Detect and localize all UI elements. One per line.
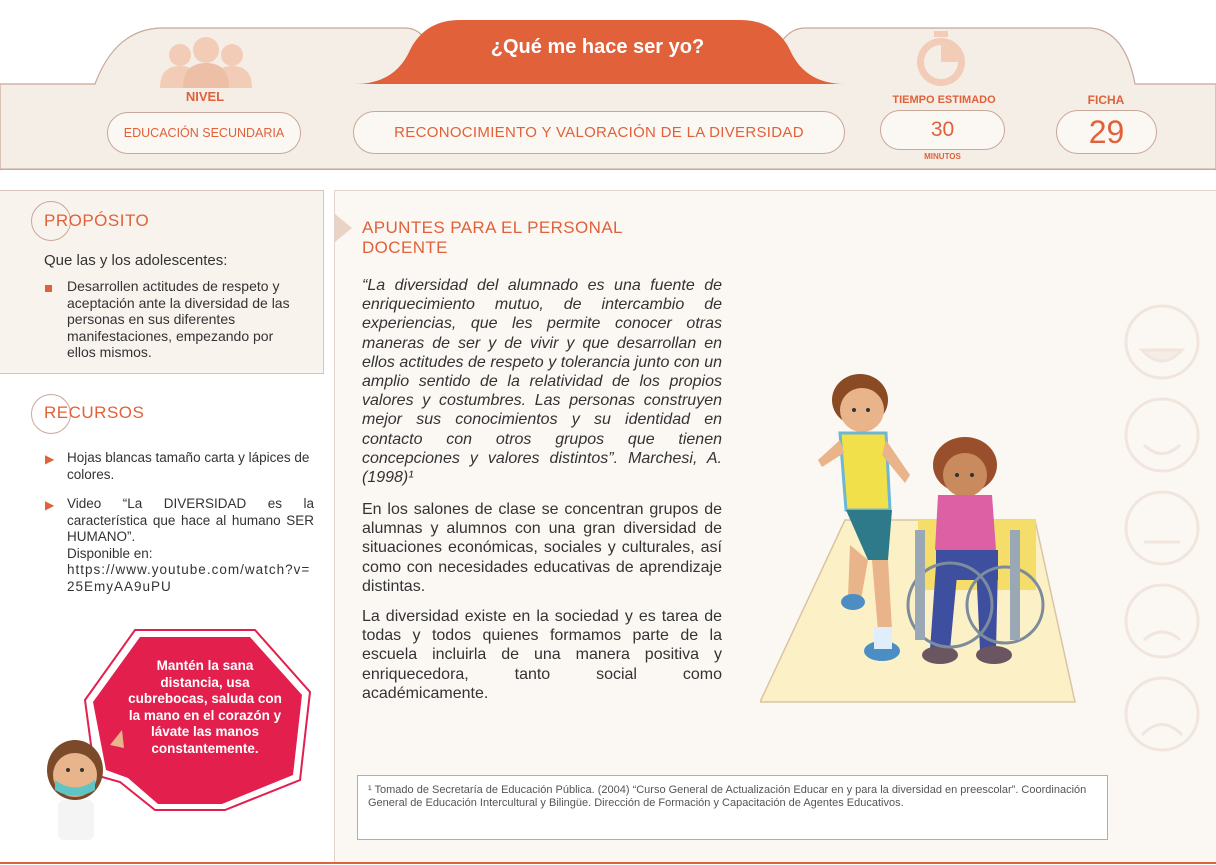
recurso-item-text: Hojas blancas tamaño carta y lápices de colores. bbox=[67, 450, 310, 482]
proposito-intro: Que las y los adolescentes: bbox=[44, 252, 228, 269]
ficha-label: FICHA bbox=[1087, 93, 1125, 107]
recurso-item-text: Video “La DIVERSIDAD es la característica que hace al humano SER HUMANO”. bbox=[67, 496, 314, 544]
tiempo-value: 30 bbox=[880, 110, 1005, 150]
health-message: Mantén la sana distancia, usa cubrebocas, saluda con la mano en el corazón y lávate las manos constantemente. bbox=[128, 658, 282, 756]
proposito-title: PROPÓSITO bbox=[44, 211, 150, 230]
tema-value: RECONOCIMIENTO Y VALORACIÓN DE LA DIVERSIDAD bbox=[353, 111, 845, 154]
nivel-value: EDUCACIÓN SECUNDARIA bbox=[107, 112, 301, 154]
nivel-label: NIVEL bbox=[185, 89, 225, 104]
bullet-square-icon bbox=[45, 285, 52, 292]
ficha-value: 29 bbox=[1056, 110, 1157, 154]
arrow-right-icon: ▶ bbox=[45, 452, 55, 466]
apuntes-paragraph: En los salones de clase se concentran grupos de alumnas y alumnos con una gran diversidad de situaciones económicas, sociales y culturales, así como con necesidades educativas de aprendizaje distintas. bbox=[362, 501, 722, 595]
recurso-item bbox=[45, 450, 315, 483]
recursos-title: RECURSOS bbox=[44, 403, 145, 422]
footnote: ¹ Tomado de Secretaría de Educación Pública. (2004) “Curso General de Actualización Educar en y para la diversidad en preescolar”. Coordinación General de Educación Intercultural y Bilingüe. Dirección de Formación y Capacitación de Agentes Educativos. bbox=[357, 775, 1108, 840]
triangle-marker-icon bbox=[334, 214, 354, 242]
recurso-item bbox=[45, 496, 315, 595]
arrow-right-icon: ▶ bbox=[45, 498, 55, 512]
emotion-faces-decoration bbox=[1120, 300, 1210, 780]
apuntes-quote: “La diversidad del alumnado es una fuente de enriquecimiento mutuo, de intercambio de experiencias, que les permite conocer otras maneras de ser y de vivir y que desarrollan en ellos actitudes de respeto y tolerancia junto con un amplio sentido de la relatividad de los propios valores y costumbres. Las personas construyen mejor sus conocimientos y su identidad en contacto con otros grupos que tienen concepciones y valores distintos”. Marchesi, A. (1998)¹ bbox=[362, 277, 722, 487]
header bbox=[0, 0, 1216, 170]
bottom-divider bbox=[0, 862, 1216, 864]
tiempo-label: TIEMPO ESTIMADO bbox=[892, 94, 996, 106]
page-title: ¿Qué me hace ser yo? bbox=[490, 36, 705, 58]
disponible-label: Disponible en: bbox=[67, 545, 153, 561]
proposito-item: Desarrollen actitudes de respeto y aceptación ante la diversidad de las personas en sus diferentes manifestaciones, empezando por ellos mismos. bbox=[67, 278, 290, 360]
apuntes-paragraph: La diversidad existe en la sociedad y es tarea de todas y todos quienes formamos parte de la escuela incluirla de una manera positiva y enriquecedora, tanto social como académicamente. bbox=[362, 608, 722, 702]
tiempo-unit: MINUTOS bbox=[924, 152, 961, 161]
children-illustration bbox=[760, 365, 1080, 705]
video-link[interactable]: https://www.youtube.com/watch?v=25EmyAA9uPU bbox=[67, 562, 311, 594]
apuntes-title: APUNTES PARA EL PERSONAL DOCENTE bbox=[362, 218, 623, 257]
